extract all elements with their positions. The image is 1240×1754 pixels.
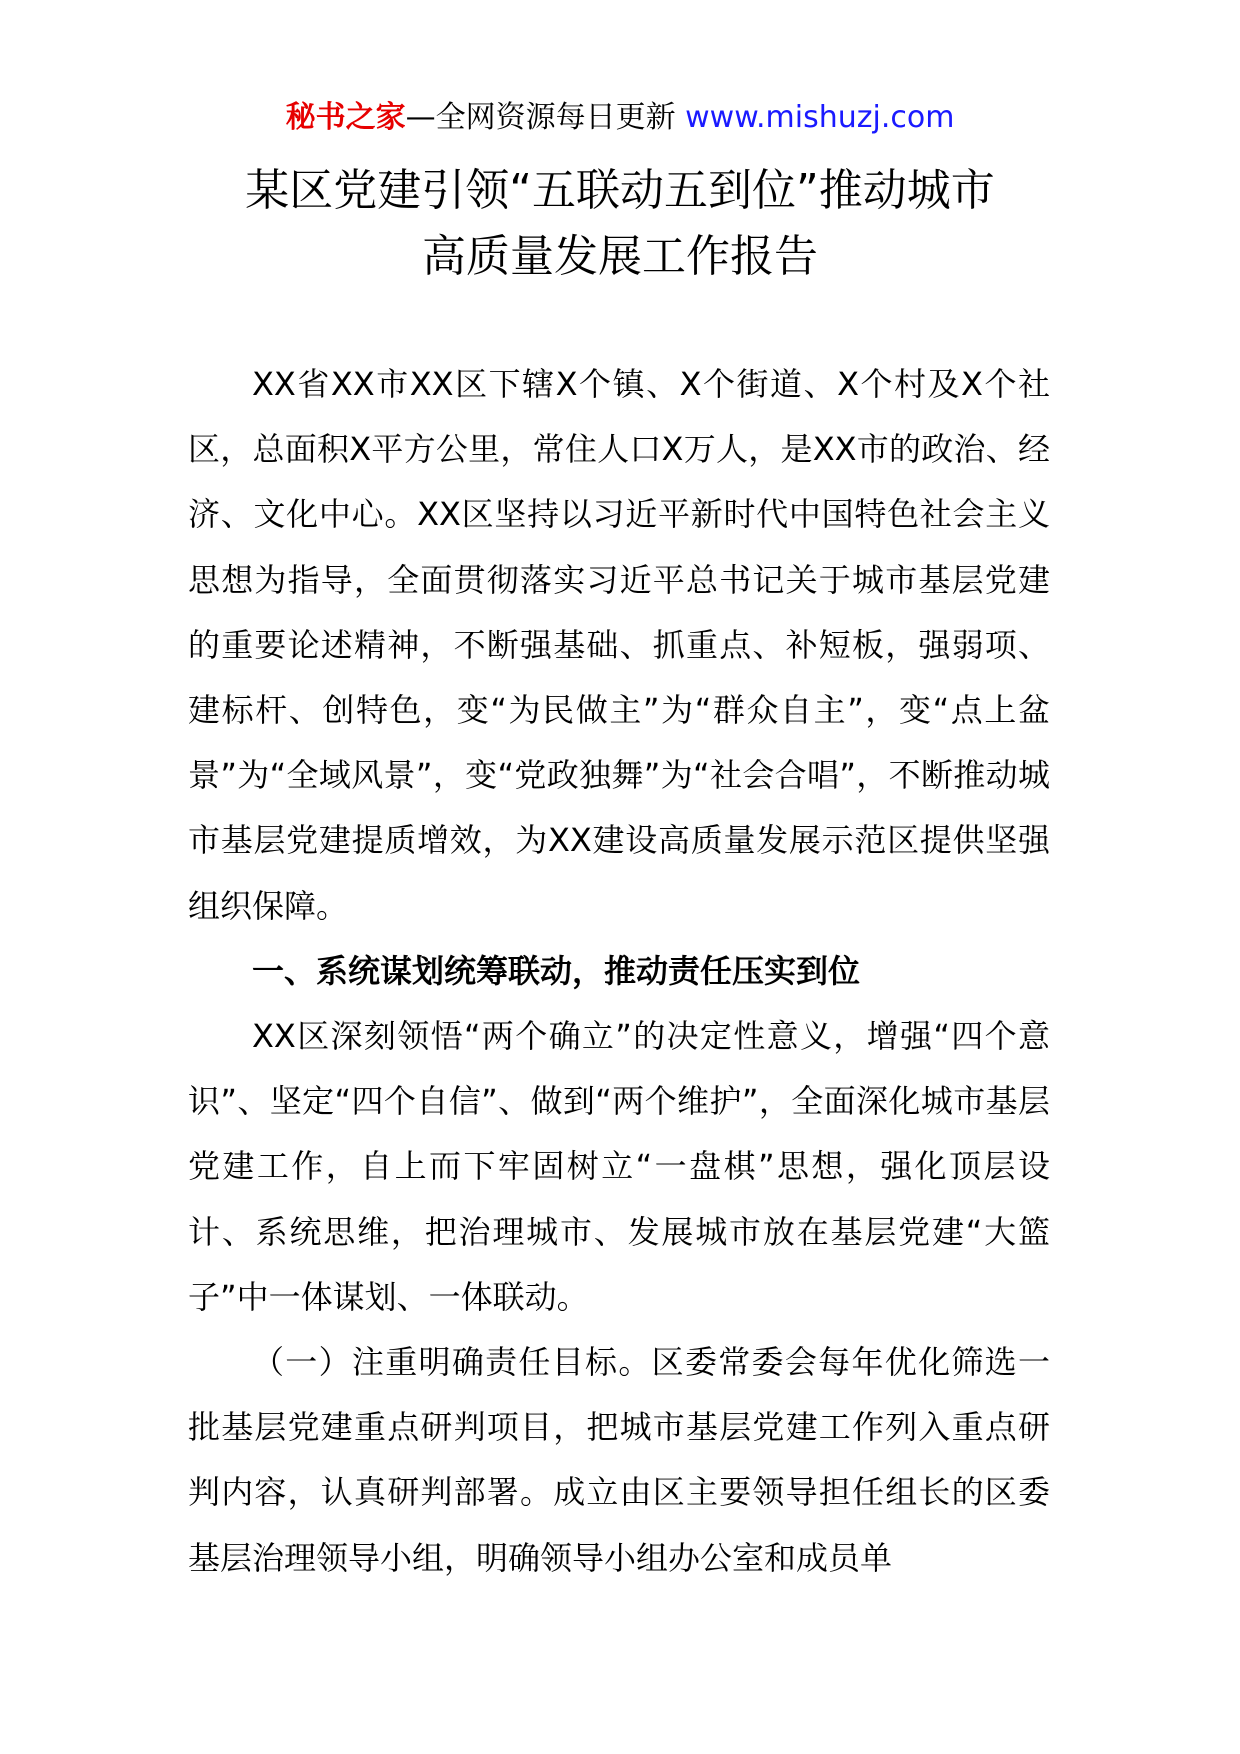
site-header xyxy=(0,98,1240,138)
document-body xyxy=(188,352,1050,1591)
paragraph-intro: XX省XX市XX区下辖X个镇、X个街道、X个村及X个社区，总面积X平方公里，常住人口X万人，是XX市的政治、经济、文化中心。XX区坚持以习近平新时代中国特色社会主义思想为指导，全面贯彻落实习近平总书记关于城市基层党建的重要论述精神，不断强基础、抓重点、补短板，强弱项、建标杆、创特色，变“为民做主”为“群众自主”，变“点上盆景”为“全域风景”，变“党政独舞”为“社会合唱”，不断推动城市基层党建提质增效，为XX建设高质量发展示范区提供坚强组织保障。 xyxy=(188,365,1050,925)
paragraph-subsection-1: （一）注重明确责任目标。区委常委会每年优化筛选一批基层党建重点研判项目，把城市基层党建工作列入重点研判内容，认真研判部署。成立由区主要领导担任组长的区委基层治理领导小组，明确领导小组办公室和成员单 xyxy=(188,1343,1050,1577)
brand-name: 秘书之家 xyxy=(285,100,406,135)
document-title xyxy=(0,158,1240,290)
title-line-1: 某区党建引领“五联动五到位”推动城市 xyxy=(245,165,995,216)
section-heading-1: 一、系统谋划统筹联动，推动责任压实到位 xyxy=(252,951,861,990)
header-tagline: —全网资源每日更新 xyxy=(405,100,676,135)
site-url-link[interactable]: www.mishuzj.com xyxy=(685,100,955,135)
title-line-2: 高质量发展工作报告 xyxy=(422,231,818,282)
paragraph-section-1: XX区深刻领悟“两个确立”的决定性意义，增强“四个意识”、坚定“四个自信”、做到“两个维护”，全面深化城市基层党建工作，自上而下牢固树立“一盘棋”思想，强化顶层设计、系统思维，把治理城市、发展城市放在基层党建“大篮子”中一体谋划、一体联动。 xyxy=(188,1017,1050,1316)
